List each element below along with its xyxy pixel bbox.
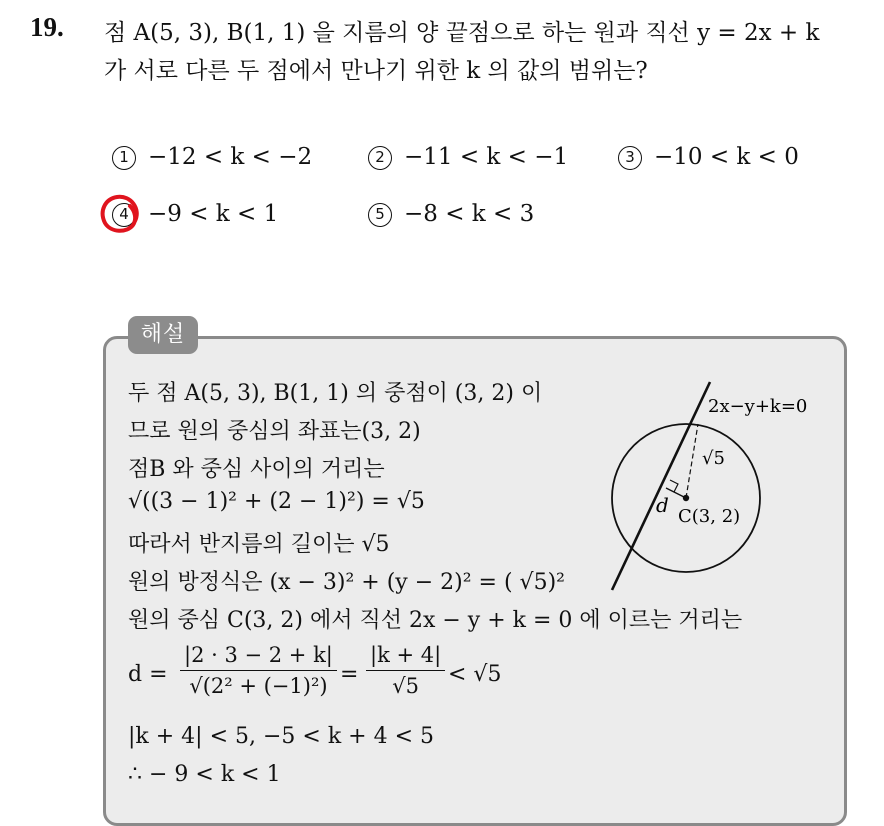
option-3[interactable] [618, 144, 799, 170]
option-3-marker: 3 [618, 146, 642, 170]
option-1-marker: 1 [112, 146, 136, 170]
radius-label: √5 [702, 448, 725, 469]
fraction-2-denominator: √5 [392, 674, 419, 698]
option-5[interactable] [368, 201, 534, 227]
solution-line-2: 므로 원의 중심의 좌표는(3, 2) [128, 419, 421, 444]
question-line-2: 가 서로 다른 두 점에서 만나기 위한 k 의 값의 범위는? [104, 58, 648, 84]
solution-line-1: 두 점 A(5, 3), B(1, 1) 의 중점이 (3, 2) 이 [128, 381, 543, 406]
solution-diagram [560, 372, 840, 602]
option-1-text: −12 < k < −2 [148, 144, 313, 170]
formula-equals: = [340, 662, 359, 687]
formula-fraction-2 [366, 643, 445, 698]
solution-line-6: 원의 방정식은 (x − 3)² + (y − 2)² = ( √5)² [128, 570, 565, 595]
fraction-2-bar [366, 670, 445, 671]
solution-line-5: 따라서 반지름의 길이는 √5 [128, 532, 390, 557]
center-point [683, 495, 689, 501]
solution-line-3: 점B 와 중심 사이의 거리는 [128, 457, 385, 482]
solution-line-7: 원의 중심 C(3, 2) 에서 직선 2x − y + k = 0 에 이르는 거리는 [128, 608, 743, 633]
formula-tail: < √5 [448, 662, 502, 687]
question-line-1: 점 A(5, 3), B(1, 1) 을 지름의 양 끝점으로 하는 원과 직선 y = 2x + k [104, 20, 820, 46]
option-5-text: −8 < k < 3 [404, 201, 535, 227]
line-shape [612, 382, 710, 590]
distance-line [666, 488, 686, 498]
line-label: 2x−y+k=0 [708, 396, 808, 417]
fraction-1-bar [180, 670, 337, 671]
fraction-1-denominator: √(2² + (−1)²) [189, 674, 328, 698]
solution-line-4: √((3 − 1)² + (2 − 1)²) = √5 [128, 489, 425, 514]
fraction-1-numerator: |2 · 3 − 2 + k| [184, 643, 333, 667]
radius-line [686, 424, 698, 498]
option-1[interactable] [112, 144, 312, 170]
option-4-marker: 4 [112, 203, 136, 227]
option-2-marker: 2 [368, 146, 392, 170]
formula-lhs: d = [128, 662, 168, 687]
formula-fraction-1 [180, 643, 337, 698]
solution-line-8: |k + 4| < 5, −5 < k + 4 < 5 [128, 724, 434, 749]
option-2-text: −11 < k < −1 [404, 144, 569, 170]
solution-line-9: ∴ − 9 < k < 1 [128, 762, 281, 787]
solution-tag: 해설 [128, 316, 198, 354]
option-5-marker: 5 [368, 203, 392, 227]
question-number: 19. [30, 12, 64, 42]
distance-label: d [656, 493, 669, 517]
option-3-text: −10 < k < 0 [654, 144, 799, 170]
center-label: C(3, 2) [678, 506, 741, 527]
option-2[interactable] [368, 144, 568, 170]
answer-circle-mark [97, 191, 147, 235]
option-4-text: −9 < k < 1 [148, 201, 279, 227]
fraction-2-numerator: |k + 4| [370, 643, 442, 667]
